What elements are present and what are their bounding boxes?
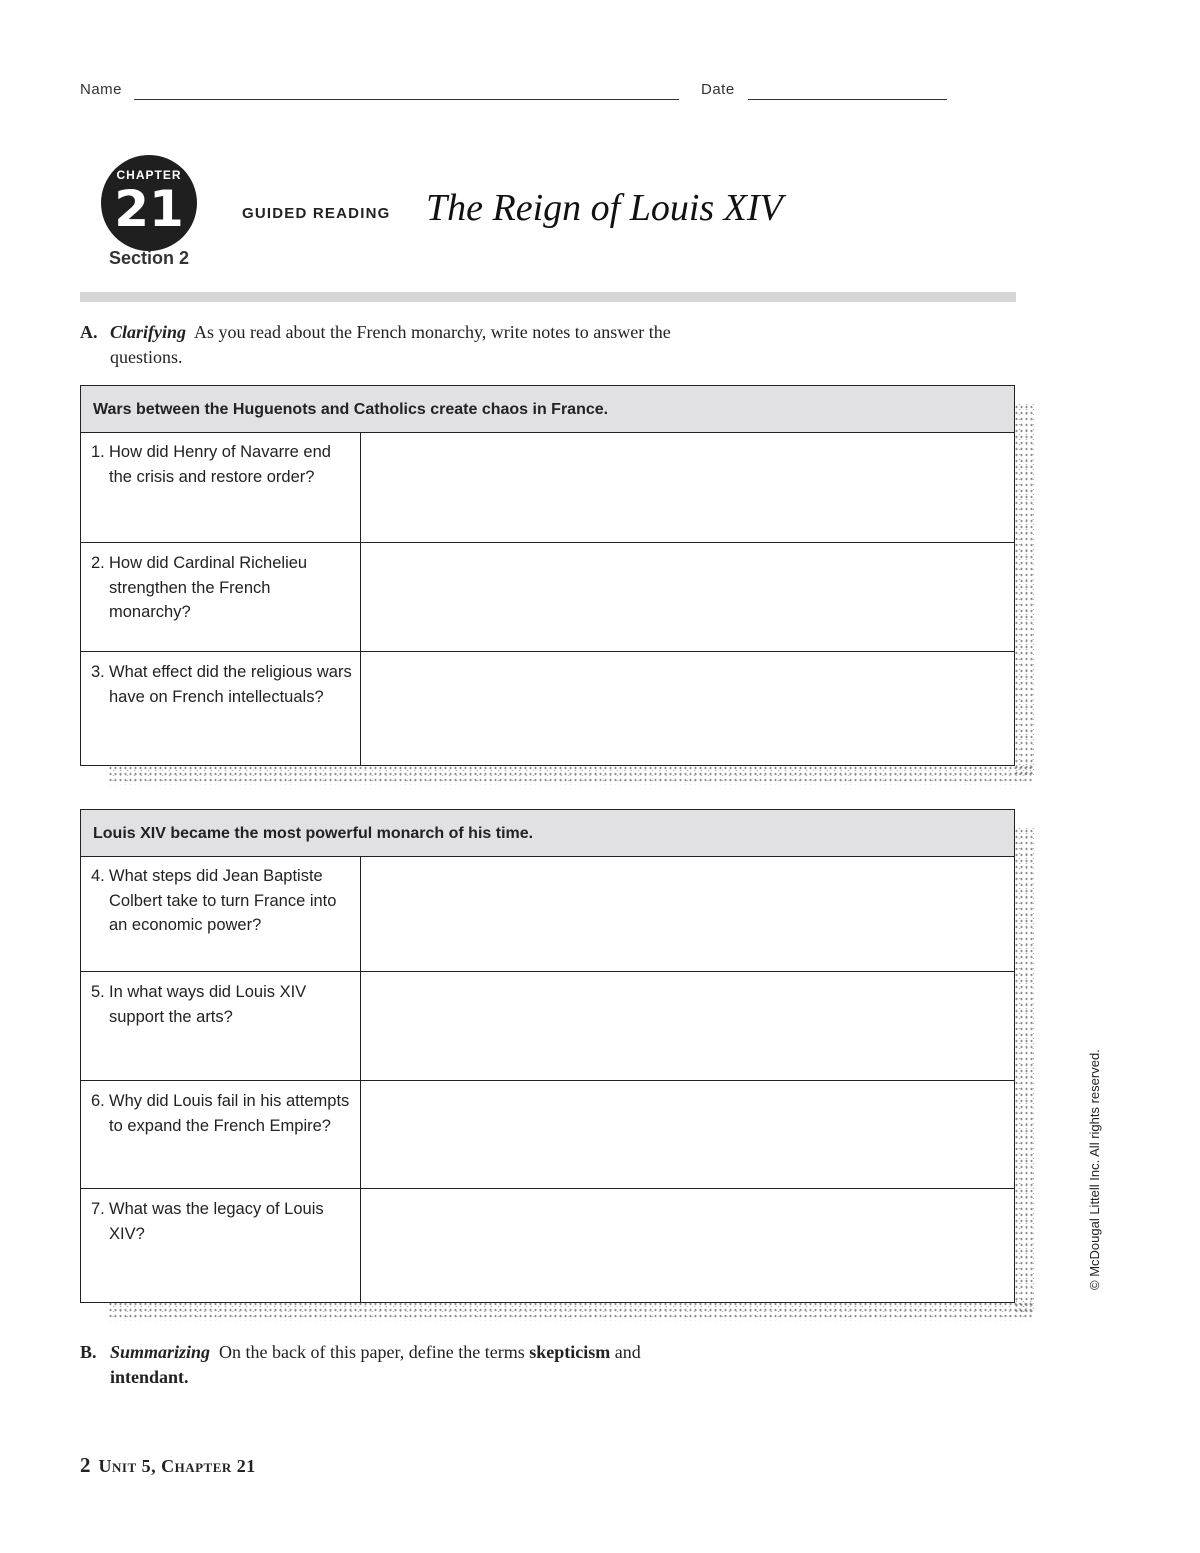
table2-shadow-bottom [108, 1301, 1034, 1321]
table-row [81, 971, 1014, 1081]
table-row [81, 1188, 1014, 1302]
table-row [81, 856, 1014, 972]
table-louis-xiv [80, 809, 1015, 1303]
answer-5-field[interactable] [361, 972, 1014, 1081]
question-5: 5. In what ways did Louis XIV support the arts? [81, 972, 361, 1081]
chapter-badge [101, 155, 197, 251]
answer-6-field[interactable] [361, 1081, 1014, 1189]
part-b-letter: B. [80, 1342, 97, 1362]
part-b-text: On the back of this paper, define the terms [219, 1342, 525, 1362]
question-4: 4. What steps did Jean Baptiste Colbert take to turn France into an economic power? [81, 856, 361, 972]
answer-1-field[interactable] [361, 432, 1014, 543]
part-a-line2: questions. [110, 347, 183, 367]
date-label: Date [701, 81, 735, 98]
question-3: 3. What effect did the religious wars have on French intellectuals? [81, 652, 361, 765]
copyright-notice: © McDougal Littell Inc. All rights reserved. [1087, 1049, 1102, 1290]
question-6: 6. Why did Louis fail in his attempts to expand the French Empire? [81, 1081, 361, 1189]
part-a-skill: Clarifying [110, 322, 187, 342]
term-intendant: intendant. [110, 1367, 189, 1387]
term-skepticism: skepticism [529, 1342, 611, 1362]
answer-3-field[interactable] [361, 652, 1014, 765]
table-row [81, 542, 1014, 652]
part-b-conj: and [614, 1342, 641, 1362]
table1-shadow-bottom [108, 765, 1034, 785]
answer-2-field[interactable] [361, 543, 1014, 652]
chapter-word: CHAPTER [116, 168, 182, 182]
part-a-line1: As you read about the French monarchy, write notes to answer the [194, 322, 671, 342]
page-title: The Reign of Louis XIV [426, 187, 783, 229]
table1-heading: Wars between the Huguenots and Catholics create chaos in France. [81, 386, 1014, 433]
answer-7-field[interactable] [361, 1189, 1014, 1302]
chapter-number: 21 [114, 180, 184, 238]
table-row [81, 1080, 1014, 1189]
table-row [81, 432, 1014, 543]
part-b-instructions [80, 1340, 840, 1390]
table-religious-wars [80, 385, 1015, 766]
table2-shadow-right [1014, 828, 1034, 1313]
section-label: Section 2 [108, 248, 190, 268]
name-label: Name [80, 81, 123, 98]
question-2: 2. How did Cardinal Richelieu strengthen the French monarchy? [81, 543, 361, 652]
question-1: 1. How did Henry of Navarre end the crisis and restore order? [81, 432, 361, 543]
date-field[interactable] [748, 99, 947, 100]
part-b-skill: Summarizing [110, 1342, 211, 1362]
table1-shadow-right [1014, 404, 1034, 776]
unit-chapter-label: Unit 5, Chapter 21 [98, 1456, 256, 1476]
page-footer [80, 1453, 256, 1478]
answer-4-field[interactable] [361, 856, 1014, 972]
page-number: 2 [80, 1453, 91, 1477]
title-rule [80, 292, 1016, 302]
name-field[interactable] [134, 99, 679, 100]
part-a-instructions [80, 320, 840, 370]
guided-reading-kicker: GUIDED READING [242, 205, 391, 222]
question-7: 7. What was the legacy of Louis XIV? [81, 1189, 361, 1302]
part-a-letter: A. [80, 322, 98, 342]
table2-heading: Louis XIV became the most powerful monarch of his time. [81, 810, 1014, 857]
table-row [81, 651, 1014, 765]
